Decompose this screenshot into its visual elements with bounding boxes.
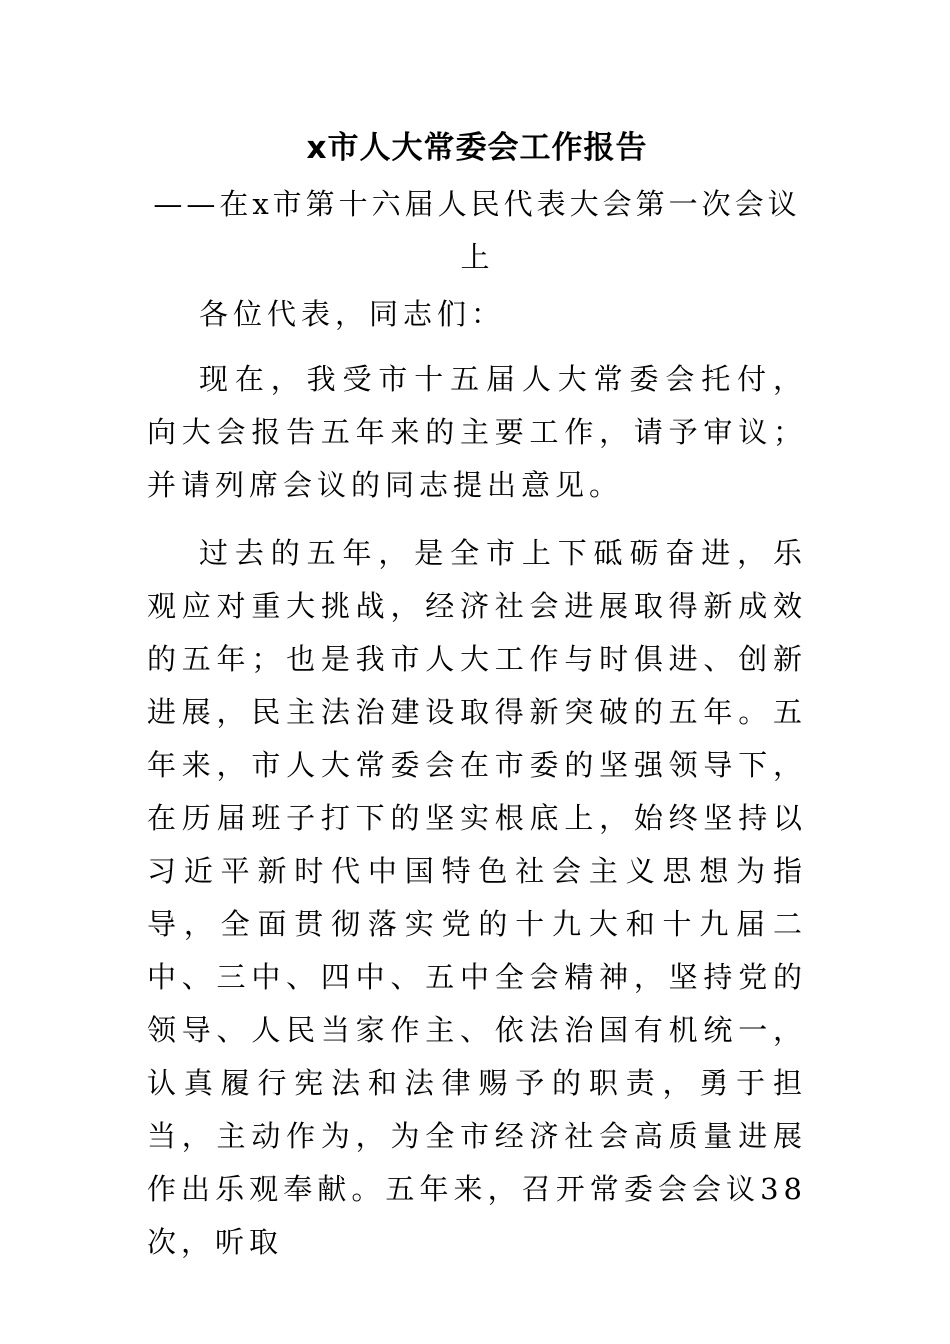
paragraph-review: 过去的五年，是全市上下砥砺奋进，乐观应对重大挑战，经济社会进展取得新成效的五年；也是我市人大工作与时俱进、创新进展，民主法治建设取得新突破的五年。五年来，市人大常委会在市委的坚强领导下，在历届班子打下的坚实根底上，始终坚持以习近平新时代中国特色社会主义思想为指导，全面贯彻落实党的十九大和十九届二中、三中、四中、五中全会精神，坚持党的领导、人民当家作主、依法治国有机统一，认真履行宪法和法律赐予的职责，勇于担当，主动作为，为全市经济社会高质量进展作出乐观奉献。五年来，召开常委会会议38次，听取: [147, 536, 807, 1259]
salutation: 各位代表，同志们：: [199, 297, 506, 331]
document-title: x市人大常委会工作报告: [306, 130, 648, 166]
document-page: [147, 118, 807, 1284]
document-subtitle: ——在x市第十六届人民代表大会第一次会议上: [153, 187, 801, 274]
paragraph-intro: 现在，我受市十五届人大常委会托付，向大会报告五年来的主要工作，请予审议；并请列席会议的同志提出意见。: [147, 362, 807, 502]
